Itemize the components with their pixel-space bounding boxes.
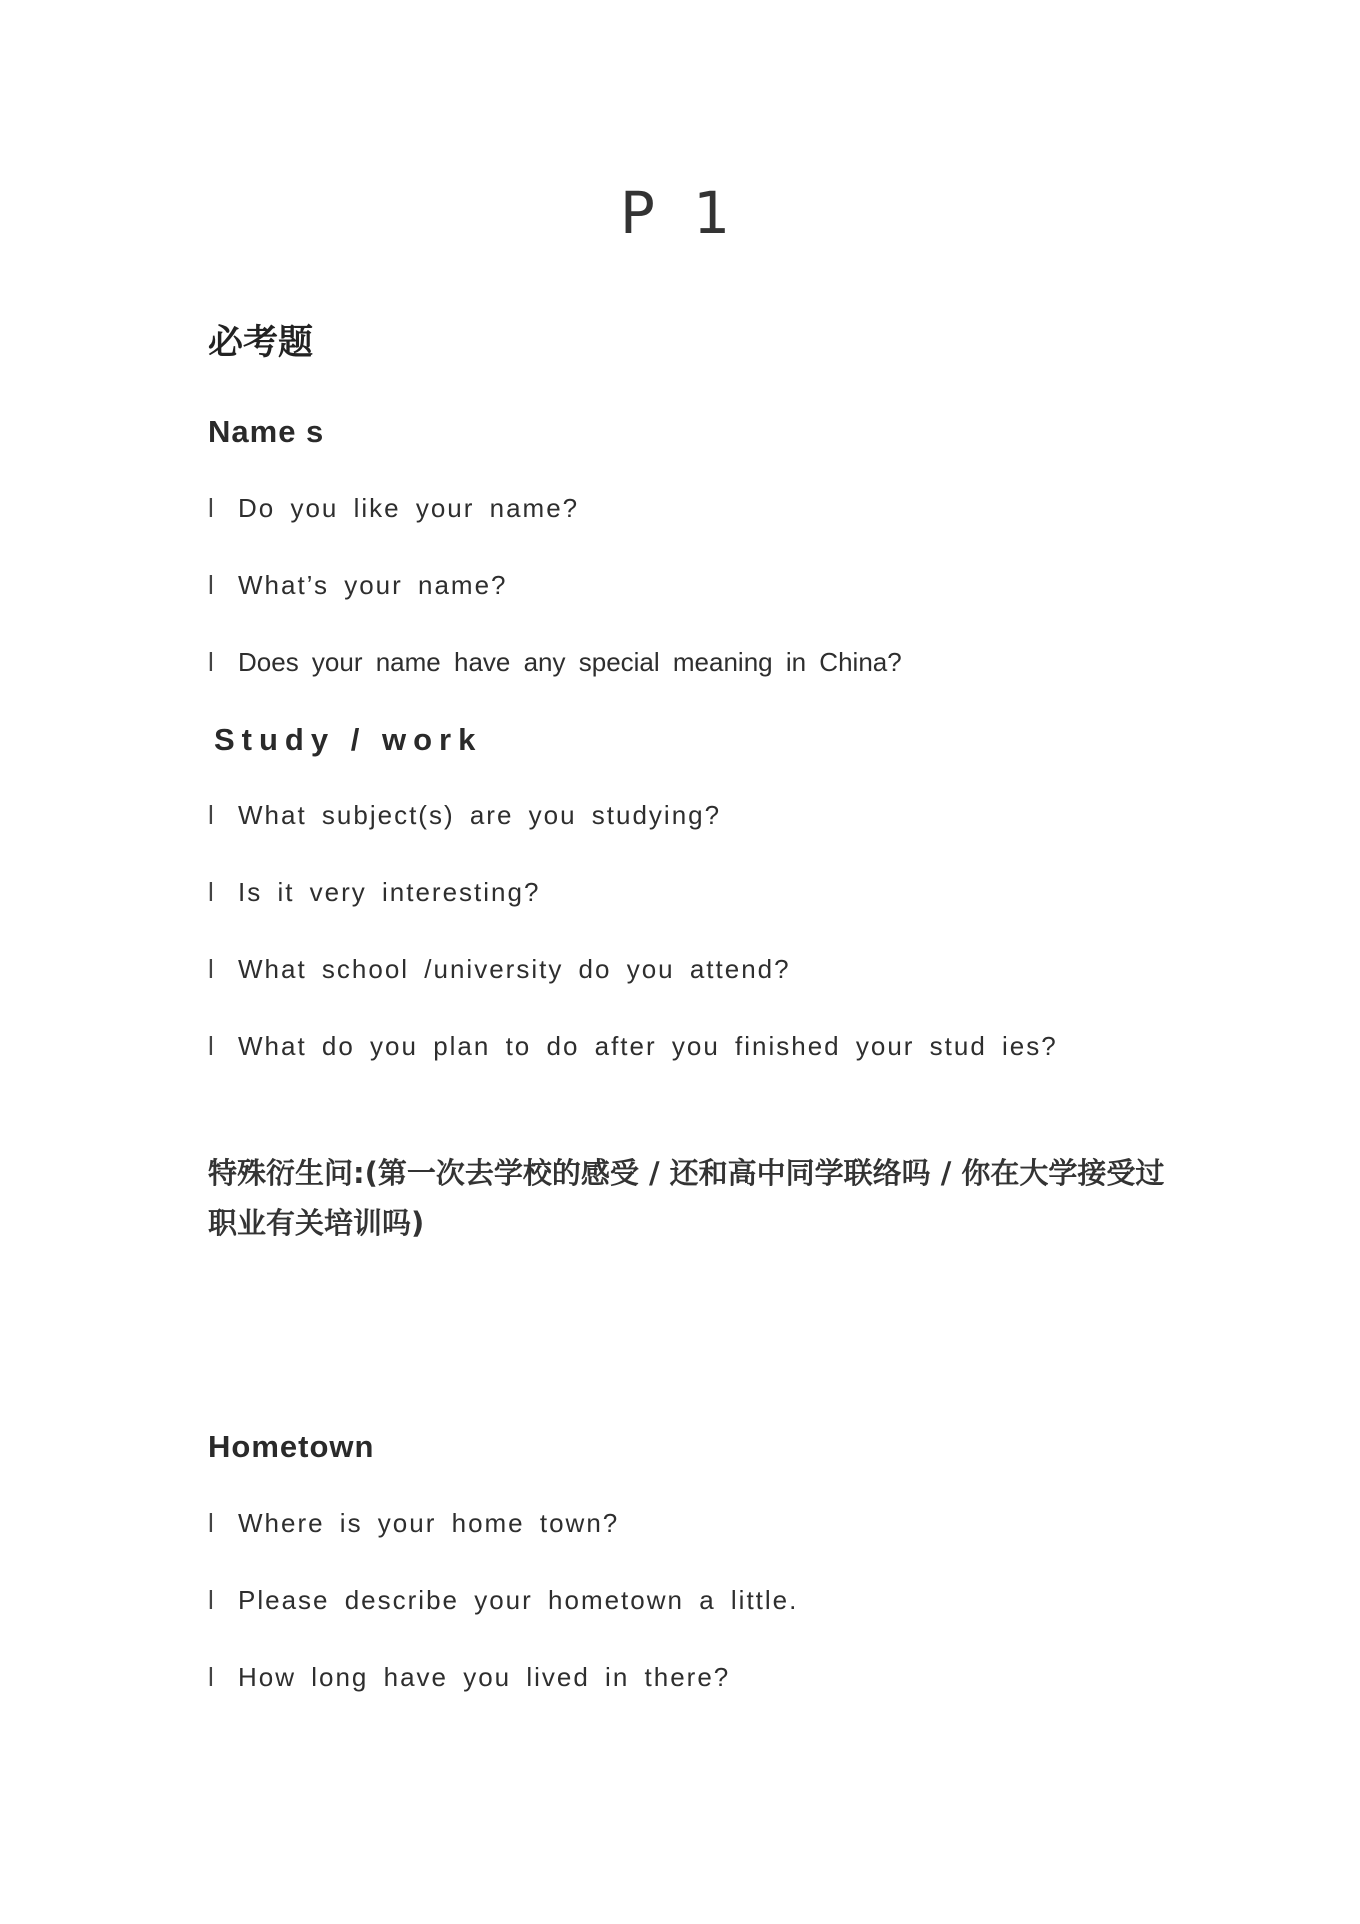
question-text: How long have you lived in there? [238,1662,731,1692]
topic-heading-study-work: Study / work [214,722,483,757]
question-item [208,1659,730,1695]
question-item [208,797,721,833]
topic-heading-hometown: Hometown [208,1429,375,1464]
question-item [208,874,540,910]
section-heading: 必考题 [208,323,314,363]
question-item [208,1505,619,1541]
bullet-icon: l [208,1508,216,1538]
special-derived-questions-note: 特殊衍生问:(第一次去学校的感受 / 还和高中同学联络吗 / 你在大学接受过职业有关培训吗) [208,1156,1165,1240]
question-text: What subject(s) are you studying? [238,800,722,830]
bullet-icon: l [208,493,216,523]
page-title: P 1 [619,179,741,247]
bullet-icon: l [208,954,216,984]
question-item [208,1582,798,1618]
question-text: What do you plan to do after you finished your stud ies? [238,1031,1058,1061]
bullet-icon: l [208,800,216,830]
topic-heading-names: Name s [208,414,325,449]
question-text: What school /university do you attend? [238,954,791,984]
question-item [208,567,508,603]
question-item [208,1022,1148,1070]
bullet-icon: l [208,647,214,677]
bullet-icon: l [208,570,216,600]
bullet-icon: l [208,1031,216,1061]
question-text: Do you like your name? [238,493,580,523]
bullet-icon: l [208,877,216,907]
question-text: Please describe your hometown a little. [238,1585,799,1615]
question-item [208,490,579,526]
bullet-icon: l [208,1585,216,1615]
question-item [208,951,791,987]
bullet-icon: l [208,1662,216,1692]
question-text: Does your name have any special meaning in China? [238,647,902,677]
question-text: Is it very interesting? [238,877,541,907]
question-text: Where is your home town? [238,1508,620,1538]
question-item [208,644,902,680]
question-text: What’s your name? [238,570,508,600]
